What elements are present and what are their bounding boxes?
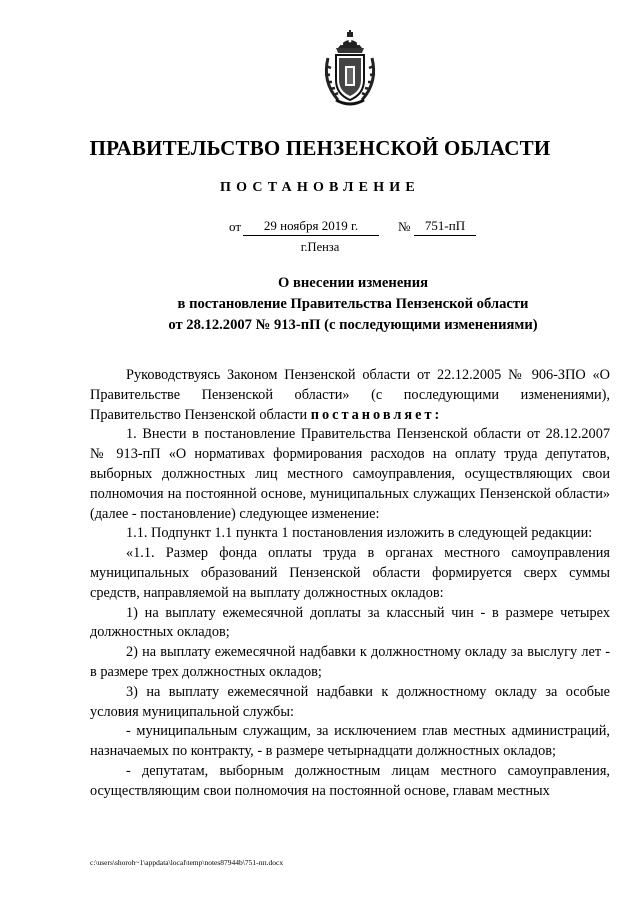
body-paragraph: 1. Внести в постановление Правительства Пензенской области от 28.12.2007 № 913-пП «О нормативах формирования расходов на оплату труда депутатов, выборных должностных лиц местного самоуправления, осуществляющих свои полномочия на постоянной основе, муниципальных служащих Пензенской области» (далее - постановление) следующее изменение: — [90, 426, 610, 522]
document-subject — [0, 273, 640, 336]
body-paragraph: 1.1. Подпункт 1.1 пункта 1 постановления изложить в следующей редакции: — [126, 525, 593, 542]
city: г.Пенза — [300, 240, 340, 254]
body-paragraph: «1.1. Размер фонда оплаты труда в органах местного самоуправления муниципальных образований Пензенской области формируется сверх суммы средств, направляемой на выплату должностных окладов: — [90, 545, 610, 601]
document-body — [90, 366, 610, 802]
document-meta — [0, 218, 640, 236]
body-paragraph: - муниципальным служащим, за исключением глав местных администраций, назначаемых по контракту, - в размере четырнадцати должностных окладов; — [90, 723, 610, 760]
penza-oblast-coat-of-arms-icon — [318, 30, 382, 108]
resolution-keyword: постановляет: — [310, 406, 443, 423]
preamble-text: Руководствуясь Законом Пензенской области от 22.12.2005 № 906-ЗПО «О Правительстве Пензенской области» (с последующими изменениями), Правительство Пензенской области — [90, 367, 610, 423]
document-date: 29 ноября 2019 г. — [243, 218, 379, 236]
file-path-footer: c:\users\shoroh~1\appdata\local\temp\notes87944b\751-пп.docx — [90, 858, 284, 867]
body-paragraph: - депутатам, выборным должностным лицам местного самоуправления, осуществляющим свои полномочия на постоянной основе, главам местных — [90, 762, 610, 799]
subject-line: в постановление Правительства Пензенской области — [177, 296, 529, 312]
body-paragraph: 2) на выплату ежемесячной надбавки к должностному окладу за выслугу лет - в размере трех должностных окладов; — [90, 644, 610, 680]
body-paragraph: 3) на выплату ежемесячной надбавки к должностному окладу за особые условия муниципальной службы: — [90, 683, 610, 720]
body-paragraph — [90, 366, 610, 425]
from-label: от — [229, 219, 242, 234]
subject-line: от 28.12.2007 № 913-пП (с последующими изменениями) — [168, 317, 538, 333]
government-title: ПРАВИТЕЛЬСТВО ПЕНЗЕНСКОЙ ОБЛАСТИ — [89, 136, 551, 160]
body-paragraph: 1) на выплату ежемесячной доплаты за классный чин - в размере четырех должностных окладов; — [90, 604, 610, 641]
document-type: ПОСТАНОВЛЕНИЕ — [220, 180, 420, 195]
subject-line: О внесении изменения — [277, 275, 429, 291]
document-number: 751-пП — [414, 218, 476, 236]
number-label: № — [398, 219, 411, 234]
